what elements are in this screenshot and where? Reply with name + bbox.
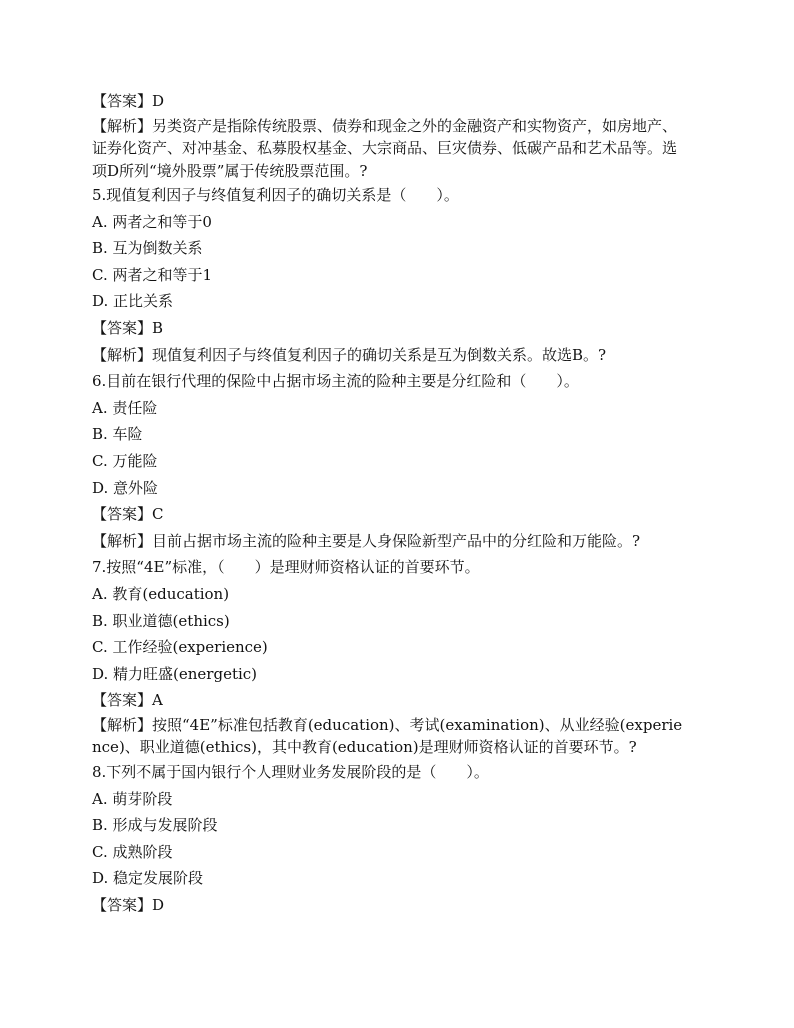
question-stem: 5.现值复利因子与终值复利因子的确切关系是（ ）。: [92, 186, 459, 205]
question-stem: 8.下列不属于国内银行个人理财业务发展阶段的是（ ）。: [92, 762, 489, 781]
answer-option: D. 精力旺盛(energetic): [92, 664, 258, 683]
analysis-paragraph: 【解析】现值复利因子与终值复利因子的确切关系是互为倒数关系。故选B。?: [92, 345, 607, 364]
answer-option: B. 车险: [92, 425, 143, 444]
answer-option: D. 正比关系: [92, 292, 174, 311]
answer-option: C. 万能险: [92, 452, 158, 471]
analysis-paragraph: [92, 115, 707, 183]
analysis-paragraph: [92, 714, 707, 759]
answer-option: A. 教育(education): [92, 585, 230, 603]
answer-line: 【答案】B: [92, 319, 164, 338]
document-page: [92, 88, 707, 919]
answer-option: C. 工作经验(experience): [92, 638, 268, 657]
answer-option: D. 意外险: [92, 478, 159, 497]
answer-option: A. 萌芽阶段: [92, 789, 173, 808]
answer-option: A. 两者之和等于0: [92, 212, 212, 231]
answer-line: 【答案】A: [92, 691, 163, 710]
answer-option: B. 形成与发展阶段: [92, 816, 218, 835]
answer-option: C. 成熟阶段: [92, 842, 173, 861]
answer-option: B. 职业道德(ethics): [92, 611, 230, 630]
answer-option: C. 两者之和等于1: [92, 265, 213, 284]
answer-option: A. 责任险: [92, 398, 158, 417]
analysis-line: 项D所列“境外股票”属于传统股票范围。?: [92, 161, 368, 180]
analysis-line: 【解析】按照“4E”标准包括教育(education)、考试(examination)、从业经验(experie: [92, 715, 683, 734]
question-stem: 6.目前在银行代理的保险中占据市场主流的险种主要是分红险和（ ）。: [92, 372, 579, 391]
analysis-paragraph: 【解析】目前占据市场主流的险种主要是人身保险新型产品中的分红险和万能险。?: [92, 531, 641, 550]
answer-option: D. 稳定发展阶段: [92, 869, 204, 888]
answer-line: 【答案】D: [92, 92, 165, 110]
answer-line: 【答案】C: [92, 505, 164, 524]
analysis-line: 【解析】另类资产是指除传统股票、债券和现金之外的金融资产和实物资产，如房地产、: [92, 116, 678, 135]
analysis-line: nce)、职业道德(ethics)，其中教育(education)是理财师资格认证的首要环节。?: [92, 738, 637, 757]
analysis-line: 证券化资产、对冲基金、私募股权基金、大宗商品、巨灾债券、低碳产品和艺术品等。选: [92, 139, 678, 158]
question-stem: 7.按照“4E”标准，（ ）是理财师资格认证的首要环节。: [92, 558, 480, 577]
answer-option: B. 互为倒数关系: [92, 239, 203, 258]
answer-line: 【答案】D: [92, 895, 165, 914]
